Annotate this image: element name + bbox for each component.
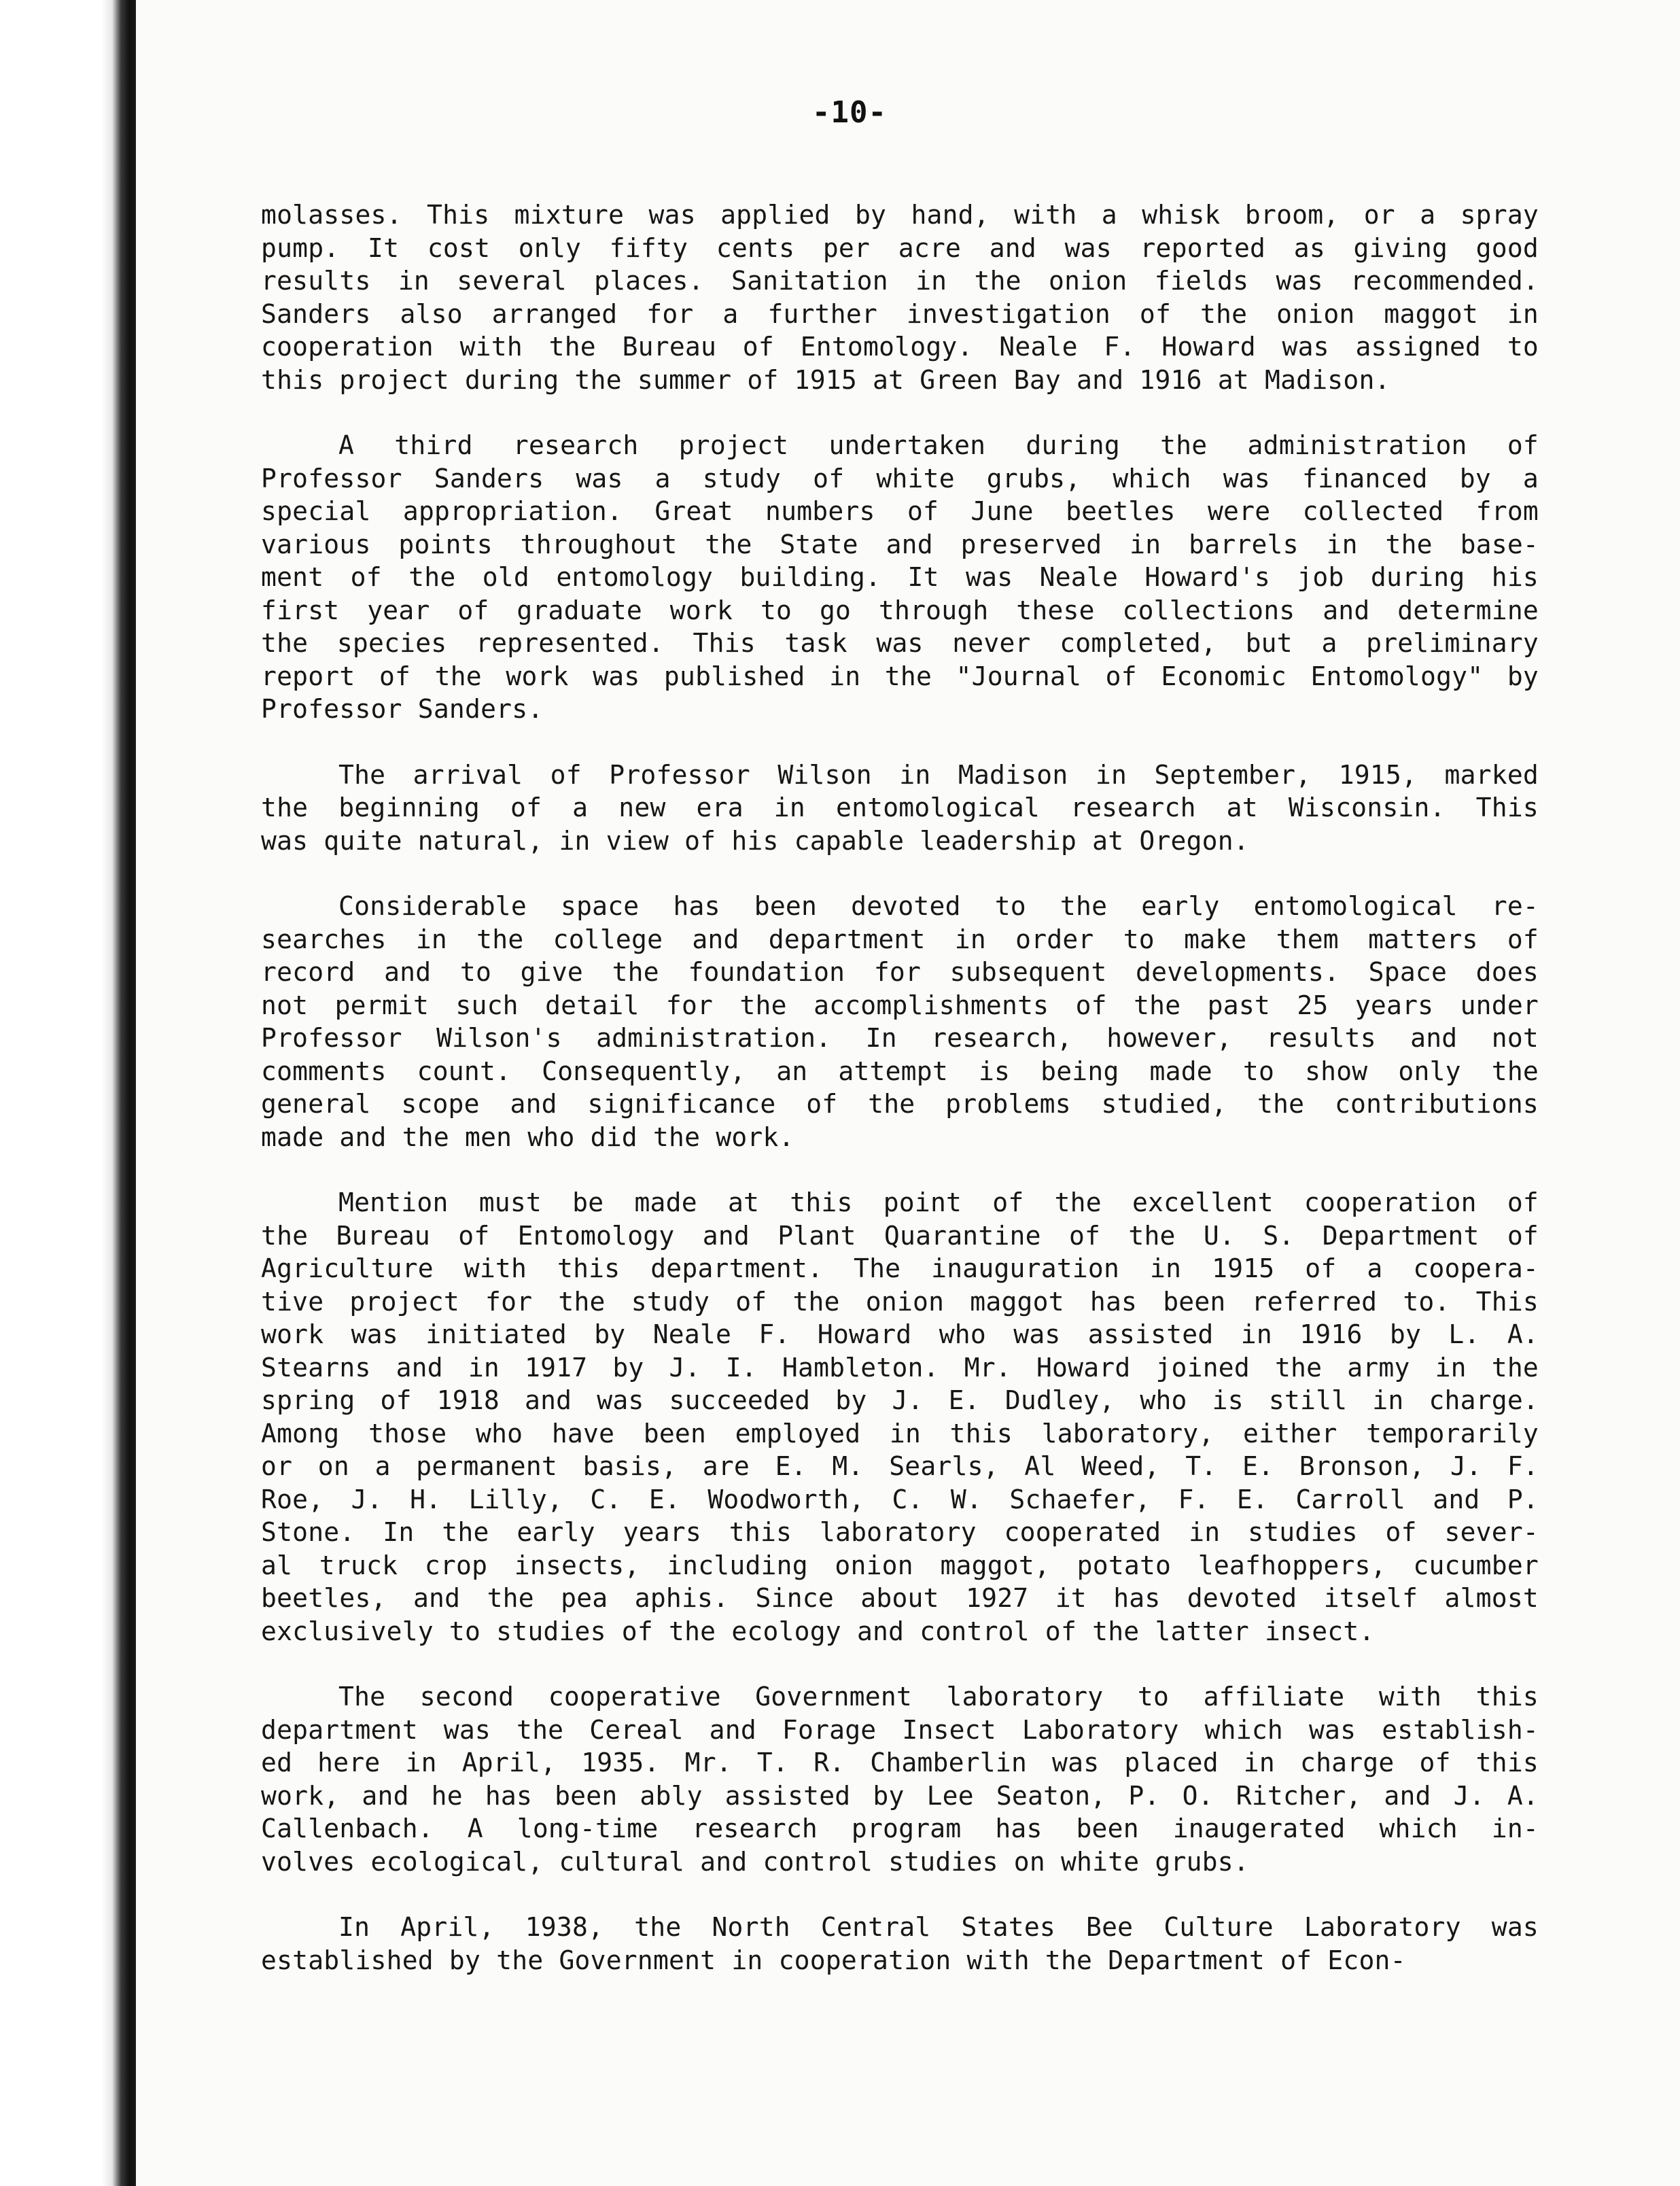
- text-line: The second cooperative Government laboratory to affiliate with this: [338, 1682, 1539, 1712]
- text-line: record and to give the foundation for subsequent developments. Space does: [261, 957, 1539, 987]
- text-line: spring of 1918 and was succeeded by J. E. Dudley, who is still in charge.: [261, 1385, 1539, 1415]
- text-line: Stearns and in 1917 by J. I. Hambleton. Mr. Howard joined the army in the: [261, 1352, 1539, 1383]
- text-line: Professor Sanders was a study of white grubs, which was financed by a: [261, 463, 1539, 493]
- text-line: molasses. This mixture was applied by hand, with a whisk broom, or a spray: [261, 200, 1539, 230]
- text-line: searches in the college and department in order to make them matters of: [261, 924, 1539, 954]
- text-line: Mention must be made at this point of the excellent cooperation of: [338, 1187, 1539, 1217]
- text-line: work, and he has been ably assisted by Lee Seaton, P. O. Ritcher, and J. A.: [261, 1780, 1539, 1811]
- paragraph-7: [261, 1911, 1539, 1977]
- text-line: the beginning of a new era in entomological research at Wisconsin. This: [261, 793, 1539, 822]
- text-line: Considerable space has been devoted to the early entomological re-: [338, 891, 1539, 921]
- text-line: general scope and significance of the problems studied, the contributions: [261, 1089, 1539, 1119]
- text-line: Professor Sanders.: [261, 694, 544, 724]
- text-line: cooperation with the Bureau of Entomology. Neale F. Howard was assigned to: [261, 332, 1539, 362]
- body-text: [261, 198, 1539, 2009]
- text-line: report of the work was published in the "Journal of Economic Entomology" by: [261, 661, 1539, 691]
- text-line: the Bureau of Entomology and Plant Quarantine of the U. S. Department of: [261, 1220, 1539, 1251]
- text-line: Professor Wilson's administration. In research, however, results and not: [261, 1023, 1539, 1053]
- text-line: Agriculture with this department. The inauguration in 1915 of a coopera-: [261, 1253, 1539, 1283]
- text-line: was quite natural, in view of his capable leadership at Oregon.: [261, 825, 1249, 856]
- text-line: ment of the old entomology building. It was Neale Howard's job during his: [261, 562, 1539, 592]
- text-line: beetles, and the pea aphis. Since about 1927 it has devoted itself almost: [261, 1583, 1539, 1613]
- paragraph-5: [261, 1186, 1539, 1648]
- text-line: results in several places. Sanitation in the onion fields was recommended.: [261, 266, 1539, 296]
- text-line: first year of graduate work to go through these collections and determine: [261, 595, 1539, 625]
- paragraph-1: [261, 198, 1539, 396]
- text-line: various points throughout the State and preserved in barrels in the base-: [261, 529, 1539, 559]
- text-line: made and the men who did the work.: [261, 1122, 794, 1152]
- text-line: not permit such detail for the accomplishments of the past 25 years under: [261, 990, 1539, 1020]
- text-line: exclusively to studies of the ecology and control of the latter insect.: [261, 1616, 1375, 1646]
- paragraph-4: [261, 890, 1539, 1153]
- text-line: al truck crop insects, including onion maggot, potato leafhoppers, cucumber: [261, 1550, 1539, 1580]
- text-line: or on a permanent basis, are E. M. Searls, Al Weed, T. E. Bronson, J. F.: [261, 1451, 1539, 1481]
- text-line: A third research project undertaken during the administration of: [338, 430, 1539, 460]
- text-line: tive project for the study of the onion maggot has been referred to. This: [261, 1286, 1539, 1317]
- text-line: this project during the summer of 1915 at Green Bay and 1916 at Madison.: [261, 364, 1390, 395]
- paragraph-2: [261, 429, 1539, 726]
- text-line: special appropriation. Great numbers of June beetles were collected from: [261, 496, 1539, 526]
- paragraph-3: [261, 759, 1539, 858]
- text-line: work was initiated by Neale F. Howard who was assisted in 1916 by L. A.: [261, 1319, 1539, 1349]
- book-binding-edge: [0, 0, 136, 2186]
- text-line: Roe, J. H. Lilly, C. E. Woodworth, C. W. Schaefer, F. E. Carroll and P.: [261, 1484, 1539, 1514]
- text-line: In April, 1938, the North Central States Bee Culture Laboratory was: [338, 1912, 1539, 1942]
- text-line: ed here in April, 1935. Mr. T. R. Chamberlin was placed in charge of this: [261, 1748, 1539, 1777]
- text-line: pump. It cost only fifty cents per acre and was reported as giving good: [261, 232, 1539, 263]
- text-line: department was the Cereal and Forage Insect Laboratory which was establish-: [261, 1714, 1539, 1745]
- text-line: the species represented. This task was never completed, but a preliminary: [261, 628, 1539, 658]
- text-line: Stone. In the early years this laboratory cooperated in studies of sever-: [261, 1517, 1539, 1547]
- text-line: The arrival of Professor Wilson in Madison in September, 1915, marked: [338, 759, 1539, 790]
- text-line: volves ecological, cultural and control studies on white grubs.: [261, 1846, 1249, 1877]
- paragraph-6: [261, 1680, 1539, 1878]
- text-line: Callenbach. A long-time research program has been inaugerated which in-: [261, 1814, 1539, 1843]
- page-number: -10-: [812, 95, 887, 130]
- text-line: Sanders also arranged for a further investigation of the onion maggot in: [261, 298, 1539, 329]
- text-line: established by the Government in cooperation with the Department of Econ-: [261, 1945, 1406, 1975]
- text-line: comments count. Consequently, an attempt is being made to show only the: [261, 1056, 1539, 1086]
- text-line: Among those who have been employed in this laboratory, either temporarily: [261, 1418, 1539, 1448]
